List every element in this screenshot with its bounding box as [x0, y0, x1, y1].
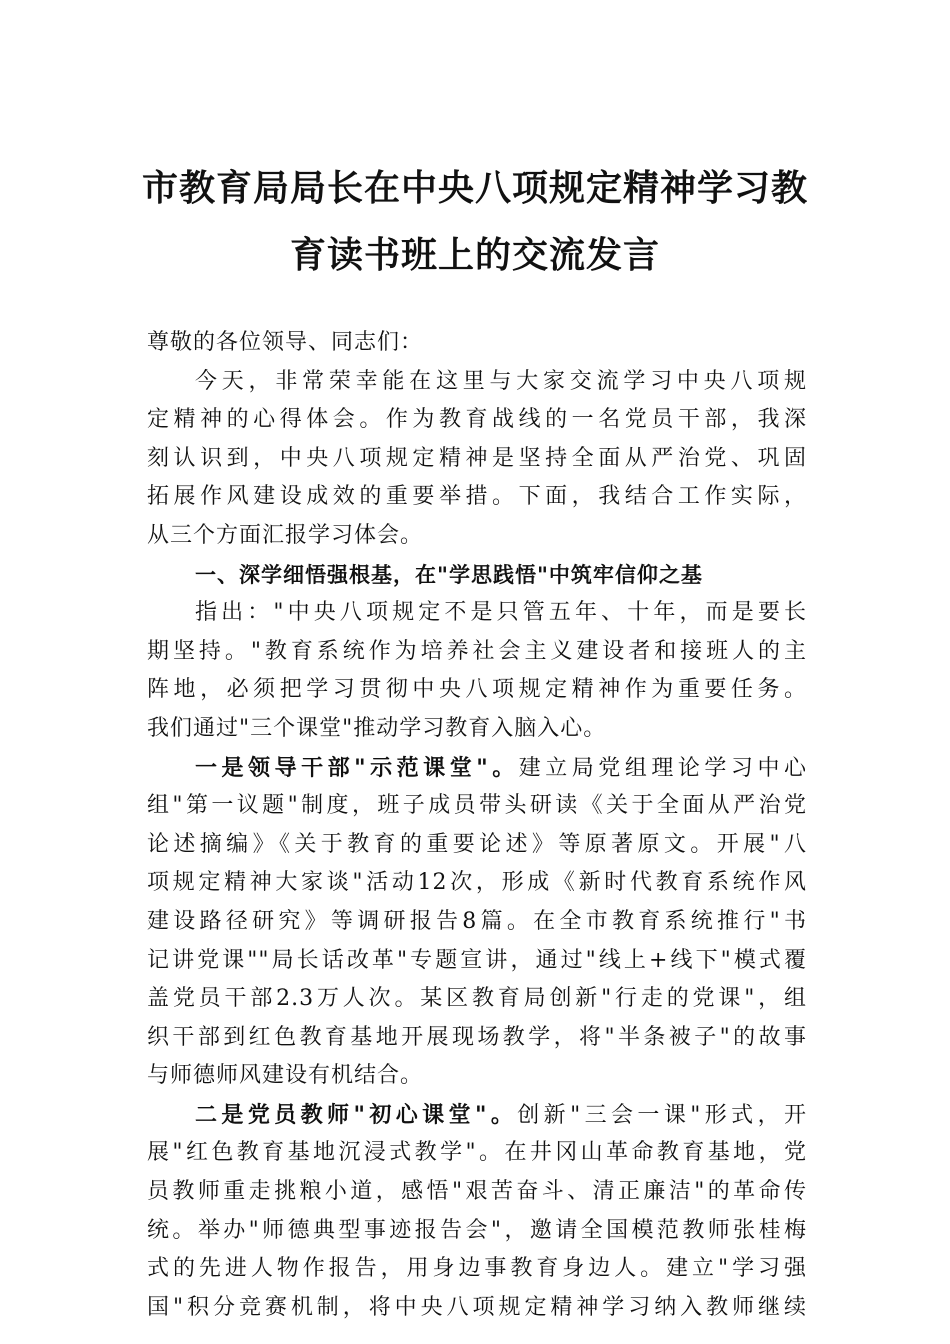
- point2-first-line: [147, 1096, 807, 1135]
- point1-lead: 一是领导干部"示范课堂"。: [195, 754, 519, 781]
- point2-first-rest: 创新"三会一课"形式，开: [517, 1102, 807, 1128]
- point2-line: 员教师重走挑粮小道，感悟"艰苦奋斗、清正廉洁"的革命传: [147, 1179, 807, 1205]
- point1-first-rest: 建立局党组理论学习中心: [518, 755, 807, 781]
- point2-lead: 二是党员教师"初心课堂"。: [195, 1101, 518, 1128]
- section1-line: 我们通过"三个课堂"推动学习教育入脑入心。: [147, 715, 607, 741]
- document-body: [147, 324, 807, 1327]
- point1-first-line: [147, 749, 807, 788]
- intro-line: 拓展作风建设成效的重要举措。下面，我结合工作实际，: [147, 484, 807, 510]
- section1-line: 阵地，必须把学习贯彻中央八项规定精神作为重要任务。: [147, 677, 807, 703]
- section1-line: 期坚持。"教育系统作为培养社会主义建设者和接班人的主: [147, 638, 807, 664]
- document-title-line-1: 市教育局局长在中央八项规定精神学习教: [141, 167, 808, 209]
- point1-line: 项规定精神大家谈"活动12次，形成《新时代教育系统作风: [147, 870, 807, 896]
- point2-line: 统。举办"师德典型事迹报告会"，邀请全国模范教师张桂梅: [147, 1217, 807, 1243]
- document-title-line-2: 育读书班上的交流发言: [289, 234, 660, 276]
- point1-line: 记讲党课""局长话改革"专题宣讲，通过"线上+线下"模式覆: [147, 947, 807, 973]
- greeting: 尊敬的各位领导、同志们：: [147, 330, 424, 355]
- section-heading-1: 一、深学细悟强根基，在"学思践悟"中筑牢信仰之基: [195, 562, 703, 587]
- intro-line: 刻认识到，中央八项规定精神是坚持全面从严治党、巩固: [147, 445, 807, 471]
- point1-line: 盖党员干部2.3万人次。某区教育局创新"行走的党课"，组: [147, 986, 807, 1012]
- point2-line: 展"红色教育基地沉浸式教学"。在井冈山革命教育基地，党: [147, 1140, 807, 1166]
- point1-line: 组"第一议题"制度，班子成员带头研读《关于全面从严治党: [147, 793, 807, 819]
- point1-line: 织干部到红色教育基地开展现场教学，将"半条被子"的故事: [147, 1024, 807, 1050]
- intro-line: 定精神的心得体会。作为教育战线的一名党员干部，我深: [147, 407, 807, 433]
- intro-line: 从三个方面汇报学习体会。: [147, 522, 424, 548]
- point1-line: 建设路径研究》等调研报告8篇。在全市教育系统推行"书: [147, 908, 807, 934]
- point2-line: 式的先进人物作报告，用身边事教育身边人。建立"学习强: [147, 1256, 807, 1282]
- point1-line: 与师德师风建设有机结合。: [147, 1063, 424, 1089]
- section1-line: 指出："中央八项规定不是只管五年、十年，而是要长: [195, 600, 807, 626]
- point1-line: 论述摘编》《关于教育的重要论述》等原著原文。开展"八: [147, 831, 807, 857]
- intro-line: 今天，非常荣幸能在这里与大家交流学习中央八项规: [195, 368, 807, 394]
- point2-line: 国"积分竞赛机制，将中央八项规定精神学习纳入教师继续: [147, 1294, 807, 1320]
